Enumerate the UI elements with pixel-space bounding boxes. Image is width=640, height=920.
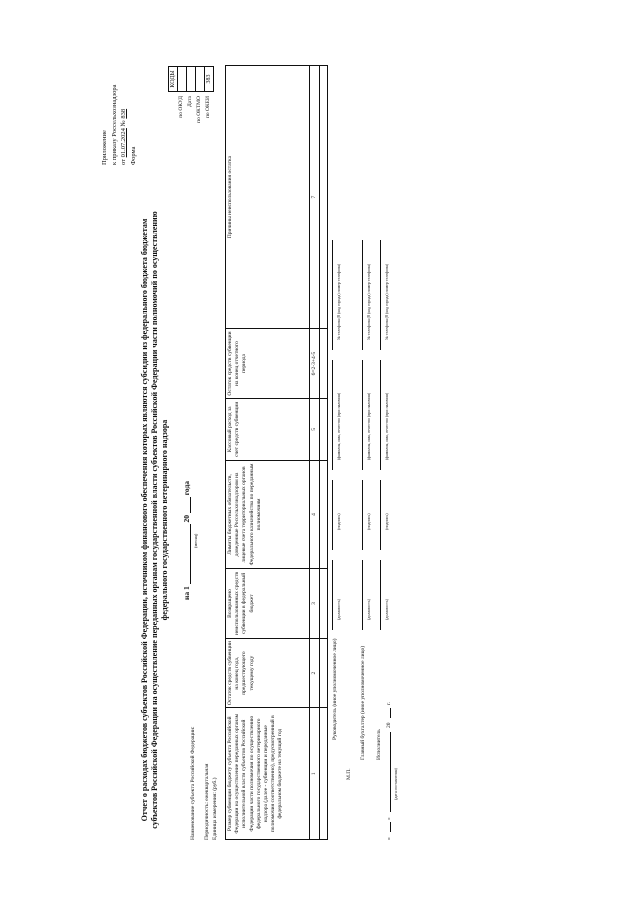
code-oktmo-cell xyxy=(196,67,205,92)
accountant-position-caption: (должность) xyxy=(366,599,371,620)
unit-label: Единица измерения: (руб.) xyxy=(212,777,218,840)
date-year-prefix: 20 xyxy=(386,722,392,728)
head-name-caption: (фамилия, имя, отчество (при наличии) xyxy=(336,392,341,460)
table-number-cell: 5 xyxy=(310,398,320,460)
head-position-line xyxy=(332,560,333,630)
report-period xyxy=(182,400,198,600)
code-okud-label: по ОКУД xyxy=(178,96,184,118)
appendix-number-prefix: № xyxy=(120,120,127,127)
codes-header: КОДЫ xyxy=(169,67,178,92)
table-header-cell: Остаток средств субвенции на конец отчетного периода xyxy=(226,329,310,399)
date-quote-close: » xyxy=(386,817,392,820)
table-header-cell: Лимиты бюджетных обязательств, доведенные Россельхознадзором на лицевые счета территориальных органов Федерального казначейства по переданным полномочиям xyxy=(226,460,310,568)
date-caption: (дата составления) xyxy=(393,768,398,800)
periodicity-label: Периодичность: ежеквартальная xyxy=(204,763,210,840)
head-signature-caption: (подпись) xyxy=(336,513,341,530)
table-cell xyxy=(320,66,328,329)
executor-signature-line xyxy=(380,480,381,550)
head-name-line xyxy=(332,360,333,470)
period-year-label: года xyxy=(182,481,191,496)
accountant-position-line xyxy=(362,560,363,630)
executor-phone-caption: № телефона (8 (код города) номер телефона) xyxy=(384,263,389,340)
code-okud-cell xyxy=(178,67,187,92)
executor-signature-caption: (подпись) xyxy=(384,513,389,530)
table-number-cell: 1 xyxy=(310,708,320,840)
accountant-name-line xyxy=(362,360,363,470)
period-year-blank xyxy=(183,497,191,513)
table-cell xyxy=(320,708,328,840)
table-number-cell: 2 xyxy=(310,638,320,708)
table-cell xyxy=(320,638,328,708)
table-cell xyxy=(320,460,328,568)
appendix-form-label: Форма xyxy=(129,146,137,165)
table-number-cell: 7 xyxy=(310,66,320,329)
code-oktmo-label: по ОКТМО xyxy=(196,96,202,123)
accountant-signature-caption: (подпись) xyxy=(366,513,371,530)
period-year-number: 20 xyxy=(182,515,191,523)
accountant-name-caption: (фамилия, имя, отчество (при наличии) xyxy=(366,392,371,460)
table-number-cell: 4 xyxy=(310,460,320,568)
document-sheet xyxy=(80,60,400,860)
appendix-block xyxy=(100,60,138,165)
mp-label: М.П. xyxy=(346,768,352,780)
table-header-cell: Остаток средств субвенции на конец года, предшествующего текущему году xyxy=(226,638,310,708)
table-header-cell: Причины неиспользования остатка xyxy=(226,66,310,329)
code-labels xyxy=(177,96,213,180)
date-year-line xyxy=(390,708,391,718)
date-month-line xyxy=(390,732,391,812)
executor-label: Исполнитель xyxy=(376,729,382,760)
table-header-cell: Кассовый расход за счет средств субвенции xyxy=(226,398,310,460)
codes-table xyxy=(168,66,214,92)
period-on-label: на 1 xyxy=(182,586,191,600)
table-number-cell: 3 xyxy=(310,569,320,639)
table-cell xyxy=(320,398,328,460)
accountant-phone-line xyxy=(362,240,363,350)
accountant-phone-caption: № телефона (8 (код города) номер телефона) xyxy=(366,263,371,340)
code-okei-label: по ОКЕИ xyxy=(205,96,211,119)
table-header-row xyxy=(226,66,310,840)
executor-name-line xyxy=(380,360,381,470)
head-phone-caption: № телефона (8 (код города) номер телефона) xyxy=(336,263,341,340)
head-position-caption: (должность) xyxy=(336,599,341,620)
date-quote-open: « xyxy=(386,837,392,840)
head-signature-line xyxy=(332,480,333,550)
table-number-row xyxy=(310,66,320,840)
appendix-order-date xyxy=(119,60,129,165)
table-cell xyxy=(320,329,328,399)
period-month-caption: (месяц) xyxy=(193,533,198,548)
table-header-cell: Возвращено неиспользованных средств субвенции в федеральный бюджет xyxy=(226,569,310,639)
head-label: Руководитель (иное уполномоченное лицо) xyxy=(332,638,338,740)
code-okei-cell: 383 xyxy=(205,67,214,92)
report-title: Отчет о расходах бюджетов субъектов Российской Федерации, источником финансового обеспечения которых являются субсидии из федерального бюджета бюджетам субъектов Российской Федерации на осуществление переданных органам государственной власти субъектов Российской Федерации части полномочий по осуществлению федерального государственного ветеринарного надзора xyxy=(140,211,169,829)
appendix-date-prefix: от xyxy=(120,158,127,165)
appendix-date: 01.07.2024 xyxy=(120,128,127,158)
subject-label: Наименование субъекта Российской Федерации: xyxy=(190,726,196,840)
executor-phone-line xyxy=(380,240,381,350)
accountant-label: Главный бухгалтер (иное уполномоченное лицо) xyxy=(360,645,366,760)
date-year-suffix: г. xyxy=(386,701,392,705)
table-number-cell: 6=2-3+4-5 xyxy=(310,329,320,399)
date-day-line xyxy=(390,822,391,832)
table-header-cell: Размер субвенции бюджету субъекта Российской Федерации на осуществление переданных органам исполнительной власти субъектов Российской Федерации части полномочия по осуществлению федерального государственного ветеринарного надзора (далее - субвенции и переданные полномочия соответственно), предусмотренный в федеральном бюджете на текущий год xyxy=(226,708,310,840)
head-phone-line xyxy=(332,240,333,350)
code-date-cell xyxy=(187,67,196,92)
accountant-signature-line xyxy=(362,480,363,550)
code-date-label: Дата xyxy=(187,96,193,107)
appendix-line-2: к приказу Россельхознадзора xyxy=(110,84,118,165)
executor-position-line xyxy=(380,560,381,630)
main-table xyxy=(225,65,328,840)
table-row xyxy=(320,66,328,840)
appendix-line-1: Приложение xyxy=(101,130,108,165)
executor-name-caption: (фамилия, имя, отчество (при наличии) xyxy=(384,392,389,460)
appendix-number: 838 xyxy=(120,108,127,119)
table-cell xyxy=(320,569,328,639)
period-month-blank xyxy=(183,524,191,584)
executor-position-caption: (должность) xyxy=(384,599,389,620)
